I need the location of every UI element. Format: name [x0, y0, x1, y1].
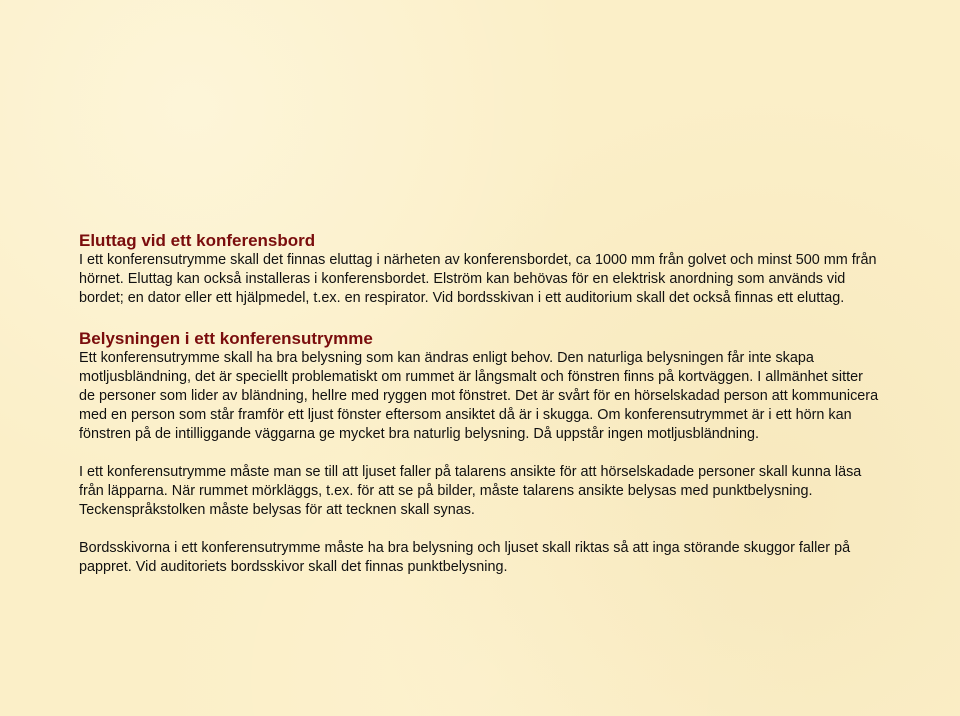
- paragraph-belysning-2: I ett konferensutrymme måste man se till att ljuset faller på talarens ansikte för att hörselskadade personer skall kunna läsa från läpparna. När rummet mörkläggs, t.ex. för att se på bilder, måste talarens ansikte belysas med punktbelysning. Teckenspråkstolken måste belysas för att tecknen skall synas.: [79, 464, 862, 518]
- paragraph-belysning-3: Bordsskivorna i ett konferensutrymme måste ha bra belysning och ljuset skall riktas så att inga störande skuggor faller på pappret. Vid auditoriets bordsskivor skall det finnas punktbelysning.: [79, 540, 851, 575]
- section-heading-belysning: Belysningen i ett konferensutrymme: [79, 329, 373, 348]
- document-body: [79, 232, 879, 577]
- section-belysning: [79, 330, 879, 577]
- section-heading-eluttag: Eluttag vid ett konferensbord: [79, 231, 316, 250]
- section-eluttag: [79, 232, 879, 308]
- paragraph-eluttag: I ett konferensutrymme skall det finnas eluttag i närheten av konferensbordet, ca 1000 mm från golvet och minst 500 mm från hörnet. Eluttag kan också installeras i konferensbordet. Elström kan behövas för en elektrisk anordning som används vid bordet; en dator eller ett hjälpmedel, t.ex. en respirator. Vid bordsskivan i ett auditorium skall det också finnas ett eluttag.: [79, 252, 877, 306]
- paragraph-belysning-1: Ett konferensutrymme skall ha bra belysning som kan ändras enligt behov. Den naturliga belysningen får inte skapa motljusbländning, det är speciellt problematiskt om rummet är långsmalt och fönstren finns på kortväggen. I allmänhet sitter de personer som lider av bländning, hellre med ryggen mot fönstret. Det är svårt för en hörselskadad person att kommunicera med en person som står framför ett ljust fönster eftersom ansiktet då är i skugga. Om konferensutrymmet är i ett hörn kan fönstren på de intilliggande väggarna ge mycket bra naturlig belysning. Då uppstår ingen motljusbländning.: [79, 350, 879, 442]
